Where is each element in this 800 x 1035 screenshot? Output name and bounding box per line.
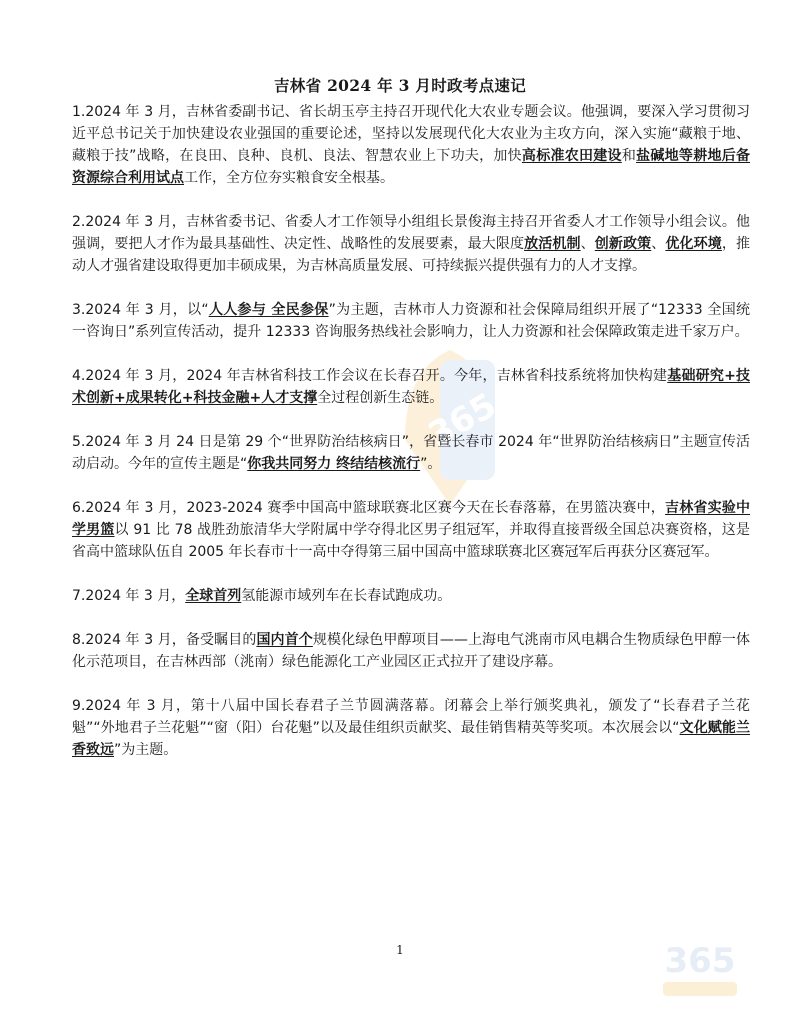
highlighted-keyword: 你我共同努力 终结结核流行: [247, 456, 421, 472]
highlighted-keyword: 吉林省实验中学男篮: [72, 500, 750, 538]
paragraph-text: 1.2024 年 3 月，吉林省委副书记、省长胡玉亭主持召开现代化大农业专题会议。他强调，要深入学习贯彻习近平总书记关于加快建设农业强国的重要论述，坚持以发展现代化大农业为主攻方向，深入实施“藏粮于地、藏粮于技”战略，在良田、良种、良机、良法、智慧农业上下功夫，加快: [72, 104, 750, 164]
news-item-5: [72, 431, 750, 475]
paragraph-text: ”为主题，吉林市人力资源和社会保障局组织开展了“12333 全国统一咨询日”系列宣传活动，提升 12333 咨询服务热线社会影响力，让人力资源和社会保障政策走进千家万户。: [72, 302, 751, 340]
svg-text:365: 365: [664, 941, 736, 981]
paragraph-text: ，推动人才强省建设取得更加丰硕成果，为吉林高质量发展、可持续振兴提供强有力的人才支撑。: [72, 236, 751, 274]
paragraph-text: 4.2024 年 3 月，2024 年吉林省科技工作会议在长春召开。今年，吉林省科技系统将加快构建: [72, 368, 668, 384]
highlighted-keyword: 放活机制: [524, 236, 581, 252]
news-item-1: [72, 101, 750, 189]
paragraph-text: 工作，全方位夯实粮食安全根基。: [184, 170, 394, 186]
paragraph-text: 3.2024 年 3 月，以“: [72, 302, 209, 318]
highlighted-keyword: 人人参与 全民参保: [208, 302, 329, 318]
paragraph-text: ”。: [420, 456, 442, 472]
paragraph-text: 全过程创新生态链。: [317, 390, 444, 406]
highlighted-keyword: 全球首列: [185, 588, 242, 604]
highlighted-keyword: 高标准农田建设: [521, 148, 622, 164]
paragraph-text: 9.2024 年 3 月，第十八届中国长春君子兰节圆满落幕。闭幕会上举行颁奖典礼，颁发了“长春君子兰花魁”“外地君子兰花魁”“窗（阳）台花魁”以及最佳组织贡献奖、最佳销售精英等奖项。本次展会以“: [72, 698, 750, 736]
news-item-8: [72, 629, 750, 673]
paragraph-text: 、: [651, 236, 666, 252]
paragraph-text: 氢能源市域列车在长春试跑成功。: [241, 588, 452, 604]
document-title: 吉林省 2024 年 3 月时政考点速记: [273, 76, 526, 95]
news-item-7: [72, 585, 750, 607]
highlighted-keyword: 国内首个: [256, 632, 313, 648]
highlighted-keyword: 盐碱地等耕地后备资源综合利用试点: [72, 148, 751, 186]
paragraph-text: 、: [580, 236, 595, 252]
news-item-2: [72, 211, 750, 277]
paragraph-text: 8.2024 年 3 月，备受瞩目的: [72, 632, 257, 648]
news-item-6: [72, 497, 750, 563]
paragraph-text: 6.2024 年 3 月，2023-2024 赛季中国高中篮球联赛北区赛今天在长春落幕，在男篮决赛中，: [72, 500, 665, 516]
paragraph-text: 和: [621, 148, 637, 164]
highlighted-keyword: 优化环境: [665, 236, 722, 252]
highlighted-keyword: 文化赋能兰香致远: [72, 720, 751, 758]
news-item-3: [72, 299, 750, 343]
paragraph-text: 规模化绿色甲醇项目——上海电气洮南市风电耦合生物质绿色甲醇一体化示范项目，在吉林西部（洮南）绿色能源化工产业园区正式拉开了建设序幕。: [72, 632, 751, 670]
365-logo-corner-icon: [655, 930, 745, 1005]
page-number: 1: [396, 943, 404, 957]
news-item-4: [72, 365, 750, 409]
svg-text:365: 365: [421, 385, 504, 456]
highlighted-keyword: 基础研究+技术创新+成果转化+科技金融+人才支撑: [72, 368, 751, 406]
document-body: [72, 101, 750, 783]
paragraph-text: 2.2024 年 3 月，吉林省委书记、省委人才工作领导小组组长景俊海主持召开省委人才工作领导小组会议。他强调，要把人才作为最具基础性、决定性、战略性的发展要素，最大限度: [72, 214, 750, 252]
paragraph-text: 7.2024 年 3 月，: [72, 588, 186, 604]
highlighted-keyword: 创新政策: [594, 236, 652, 252]
paragraph-text: 以 91 比 78 战胜劲旅清华大学附属中学夺得北区男子组冠军，并取得直接晋级全国总决赛资格，这是省高中篮球队伍自 2005 年长春市十一高中夺得第三届中国高中篮球联赛北区赛冠军后再获分区赛冠军。: [72, 522, 750, 560]
news-item-9: [72, 695, 750, 761]
paragraph-text: ”为主题。: [114, 742, 178, 758]
paragraph-text: 5.2024 年 3 月 24 日是第 29 个“世界防治结核病日”，省暨长春市 2024 年“世界防治结核病日”主题宣传活动启动。今年的宣传主题是“: [72, 434, 750, 472]
